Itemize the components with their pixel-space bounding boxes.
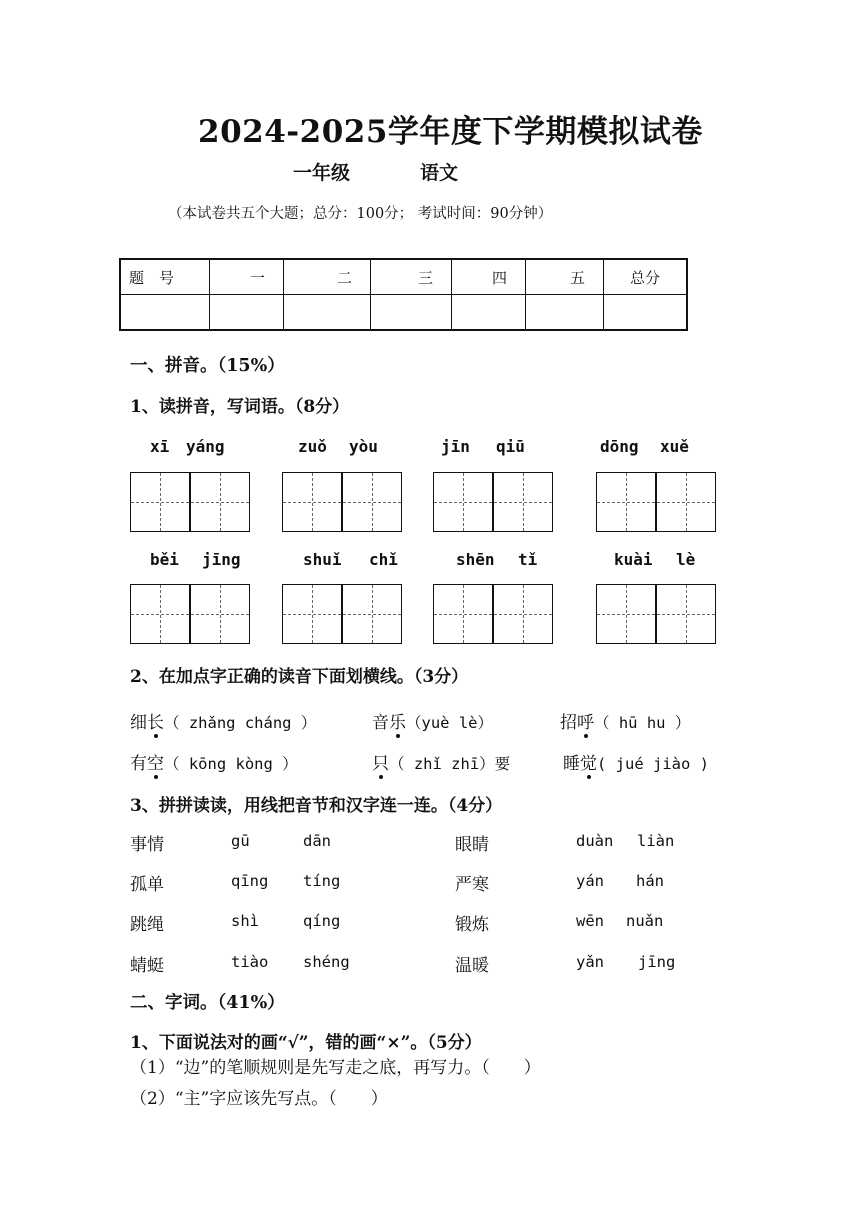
score-table-header-row	[120, 259, 687, 295]
q2-item	[372, 708, 493, 733]
q2-heading: 2、在加点字正确的读音下面划横线。（3分）	[130, 667, 469, 687]
score-header-cell: 四	[452, 259, 526, 295]
q3-syllable: qīng	[231, 872, 269, 890]
q2-options: （ hū hu ）	[594, 714, 691, 732]
q2-dotted-char: 长	[147, 713, 164, 733]
pinyin-label: chǐ	[369, 550, 398, 569]
writing-grid-box[interactable]	[596, 584, 656, 644]
writing-grid-box[interactable]	[130, 472, 190, 532]
q3-syllable: yán	[576, 872, 604, 890]
pinyin-label: shēn	[456, 550, 495, 569]
pinyin-label: yòu	[349, 437, 378, 456]
writing-grid-box[interactable]	[282, 472, 342, 532]
exam-note: （本试卷共五个大题；总分：100分； 考试时间：90分钟）	[168, 206, 553, 222]
score-header-cell: 五	[526, 259, 604, 295]
pinyin-label: zuǒ	[298, 437, 327, 456]
q2-dotted-char: 只	[372, 754, 389, 774]
q3-syllable: jīng	[638, 953, 676, 971]
q3-syllable: nuǎn	[626, 912, 664, 930]
score-entry-cell[interactable]	[284, 295, 371, 331]
q3-word-left: 蜻蜓	[130, 956, 164, 976]
section1-heading: 一、拼音。（15%）	[130, 356, 285, 376]
score-header-cell: 总分	[604, 259, 688, 295]
true-false-item: （1）“边”的笔顺规则是先写走之底，再写力。（ ）	[130, 1058, 541, 1078]
writing-grid-box[interactable]	[656, 584, 716, 644]
score-table	[119, 258, 688, 331]
q2-item	[560, 708, 690, 733]
writing-grid-box[interactable]	[433, 472, 493, 532]
q3-syllable: gū	[231, 832, 250, 850]
score-entry-cell[interactable]	[526, 295, 604, 331]
q3-syllable: qíng	[303, 912, 341, 930]
writing-grid-box[interactable]	[493, 584, 553, 644]
section2-q1-heading: 1、下面说法对的画“√”，错的画“×”。（5分）	[130, 1033, 482, 1053]
q2-word-char: 细	[130, 713, 147, 733]
writing-grid-box[interactable]	[190, 472, 250, 532]
writing-grid-box[interactable]	[342, 584, 402, 644]
pinyin-label: kuài	[614, 550, 653, 569]
q3-word-left: 孤单	[130, 875, 164, 895]
score-header-cell: 题 号	[120, 259, 210, 295]
q2-dotted-char: 呼	[577, 713, 594, 733]
q3-word-right: 温暖	[455, 956, 489, 976]
q2-item	[372, 749, 510, 774]
q2-options: ( jué jiào )	[597, 755, 709, 773]
pinyin-label: jīng	[202, 550, 241, 569]
score-table-entry-row	[120, 295, 687, 331]
score-entry-cell[interactable]	[210, 295, 284, 331]
writing-grid-box[interactable]	[190, 584, 250, 644]
q3-syllable: shéng	[303, 953, 350, 971]
q2-item	[563, 749, 709, 774]
q3-word-right: 严寒	[455, 875, 489, 895]
q2-dotted-char: 乐	[389, 713, 406, 733]
q3-syllable: shì	[231, 912, 259, 930]
q3-heading: 3、拼拼读读，用线把音节和汉字连一连。（4分）	[130, 796, 503, 816]
pinyin-label: shuǐ	[303, 550, 342, 569]
pinyin-label: jīn	[441, 437, 470, 456]
pinyin-label: lè	[676, 550, 696, 569]
q1-heading: 1、读拼音，写词语。（8分）	[130, 397, 350, 417]
q2-options: （yuè lè）	[406, 714, 493, 732]
q2-options: （ kōng kòng ）	[164, 755, 298, 773]
writing-grid-box[interactable]	[656, 472, 716, 532]
q2-dotted-char: 空	[147, 754, 164, 774]
q2-options: （ zhǎng cháng ）	[164, 714, 317, 732]
q3-syllable: duàn	[576, 832, 614, 850]
score-header-cell: 一	[210, 259, 284, 295]
q2-word-char: 音	[372, 713, 389, 733]
writing-grid-box[interactable]	[493, 472, 553, 532]
q3-syllable: dān	[303, 832, 331, 850]
true-false-item: （2）“主”字应该先写点。（ ）	[130, 1089, 388, 1109]
q3-word-left: 跳绳	[130, 915, 164, 935]
score-entry-cell[interactable]	[452, 295, 526, 331]
q3-syllable: yǎn	[576, 953, 604, 971]
writing-grid-box[interactable]	[282, 584, 342, 644]
pinyin-label: xī	[150, 437, 170, 456]
pinyin-label: yáng	[186, 437, 225, 456]
q3-word-right: 眼睛	[455, 835, 489, 855]
q2-word-char: 有	[130, 754, 147, 774]
pinyin-label: běi	[150, 550, 179, 569]
score-entry-cell[interactable]	[120, 295, 210, 331]
score-header-cell: 二	[284, 259, 371, 295]
writing-grid-box[interactable]	[596, 472, 656, 532]
pinyin-label: qiū	[496, 437, 525, 456]
q2-word-char: 招	[560, 713, 577, 733]
q3-syllable: hán	[636, 872, 664, 890]
writing-grid-box[interactable]	[130, 584, 190, 644]
q2-dotted-char: 觉	[580, 754, 597, 774]
section2-heading: 二、字词。（41%）	[130, 993, 285, 1013]
q2-options: （ zhǐ zhī）要	[389, 755, 511, 773]
pinyin-label: xuě	[660, 437, 689, 456]
q3-syllable: tíng	[303, 872, 341, 890]
q2-word-char: 睡	[563, 754, 580, 774]
q3-syllable: wēn	[576, 912, 604, 930]
q3-syllable: tiào	[231, 953, 269, 971]
score-entry-cell[interactable]	[371, 295, 452, 331]
q2-item	[130, 708, 316, 733]
score-entry-cell[interactable]	[604, 295, 688, 331]
pinyin-label: tǐ	[518, 550, 538, 569]
grade-label: 一年级	[293, 162, 351, 184]
q3-syllable: liàn	[637, 832, 675, 850]
subject-label: 语文	[420, 162, 459, 184]
score-header-cell: 三	[371, 259, 452, 295]
pinyin-label: dōng	[600, 437, 639, 456]
q3-word-right: 锻炼	[455, 915, 489, 935]
q3-word-left: 事情	[130, 835, 164, 855]
exam-title: 2024-2025学年度下学期模拟试卷	[198, 114, 703, 150]
writing-grid-box[interactable]	[433, 584, 493, 644]
q2-item	[130, 749, 298, 774]
writing-grid-box[interactable]	[342, 472, 402, 532]
